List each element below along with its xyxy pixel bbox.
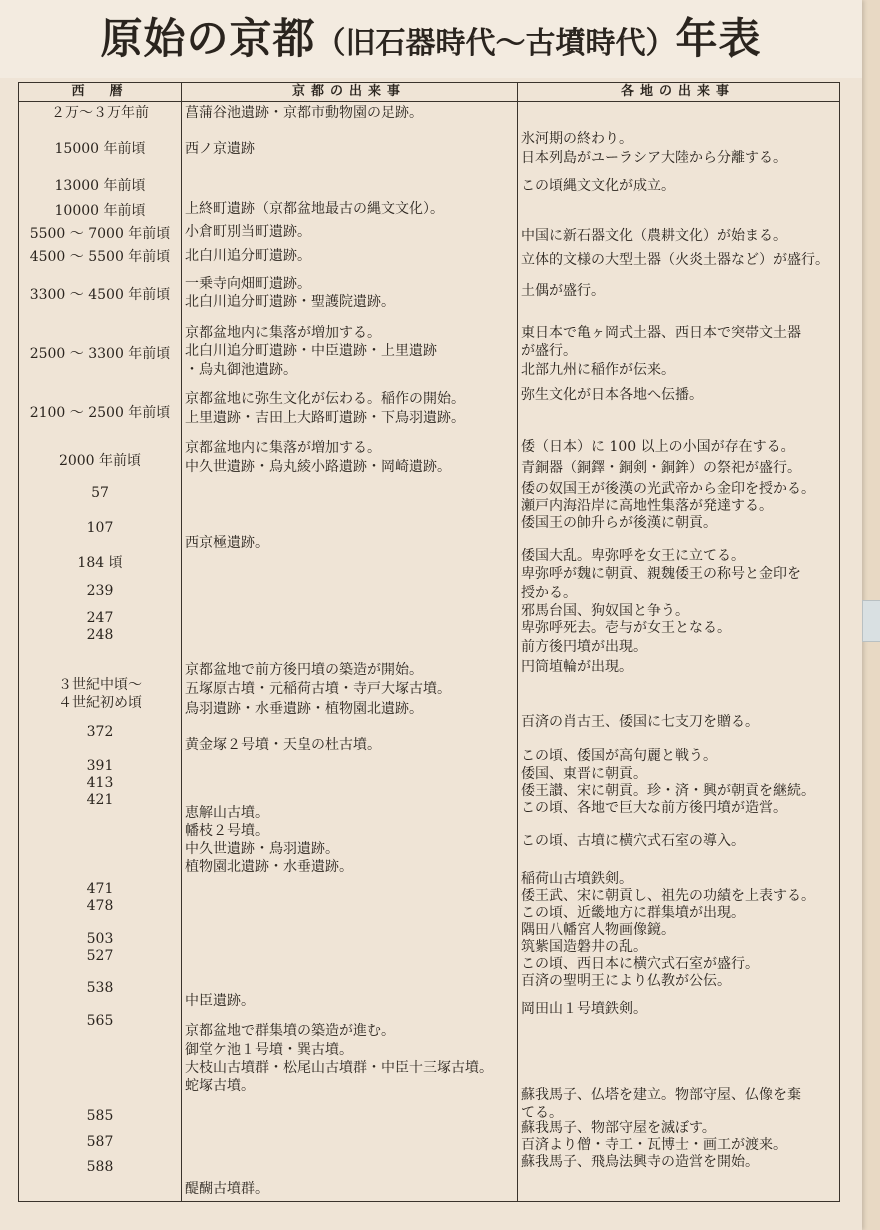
kyoto-event: 上里遺跡・吉田上大路町遺跡・下鳥羽遺跡。 — [185, 410, 465, 426]
kyoto-event: 中久世遺跡・鳥羽遺跡。 — [185, 841, 339, 857]
kyoto-event: 黄金塚２号墳・天皇の杜古墳。 — [185, 737, 381, 753]
year-cell: 587 — [86, 1134, 114, 1150]
column-divider — [181, 83, 182, 1201]
other-event: 授かる。 — [521, 585, 577, 601]
year-cell: 471 — [86, 881, 114, 897]
year-cell: 5500 ～ 7000 年前頃 — [29, 226, 171, 242]
kyoto-event: 京都盆地で前方後円墳の築造が開始。 — [185, 662, 423, 678]
year-cell: ３世紀中頃～ — [58, 677, 142, 693]
year-cell: 538 — [86, 980, 114, 996]
year-cell: 13000 年前頃 — [54, 178, 146, 194]
kyoto-event: 京都盆地に弥生文化が伝わる。稲作の開始。 — [185, 391, 465, 407]
other-event: 百済より僧・寺工・瓦博士・画工が渡来。 — [521, 1137, 787, 1153]
other-event: 倭王讃、宋に朝貢。珍・済・興が朝貢を継続。 — [521, 783, 815, 799]
other-event: 蘇我馬子、物部守屋を滅ぼす。 — [521, 1120, 716, 1136]
kyoto-event: 北白川追分町遺跡・聖護院遺跡。 — [185, 294, 395, 310]
kyoto-event: 中久世遺跡・烏丸綾小路遺跡・岡崎遺跡。 — [185, 459, 451, 475]
other-event: 倭王武、宋に朝貢し、祖先の功績を上表する。 — [521, 888, 815, 904]
other-event: この頃、倭国が高句麗と戦う。 — [521, 748, 717, 764]
other-event: 倭国大乱。卑弥呼を女王に立てる。 — [521, 548, 745, 564]
kyoto-event: 幡枝２号墳。 — [185, 823, 269, 839]
year-cell: 2100 ～ 2500 年前頃 — [29, 405, 171, 421]
year-cell: 10000 年前頃 — [54, 203, 146, 219]
kyoto-event: 醍醐古墳群。 — [185, 1181, 269, 1197]
header-kyoto-events: 京都の出来事 — [291, 84, 406, 99]
other-event: 隅田八幡宮人物画像鏡。 — [521, 922, 675, 938]
other-event: てる。 — [521, 1105, 563, 1121]
year-cell: 503 — [86, 931, 114, 947]
kyoto-event: ・烏丸御池遺跡。 — [185, 362, 297, 378]
kyoto-event: 菖蒲谷池遺跡・京都市動物園の足跡。 — [185, 105, 423, 121]
other-event: 瀬戸内海沿岸に高地性集落が発達する。 — [521, 498, 773, 514]
title-tail: 年表 — [675, 14, 762, 63]
other-event: 邪馬台国、狗奴国と争う。 — [521, 603, 689, 619]
year-cell: 421 — [86, 792, 114, 808]
year-cell: 2000 年前頃 — [58, 453, 142, 469]
other-event: 稲荷山古墳鉄剣。 — [521, 871, 633, 887]
year-cell: 239 — [86, 583, 114, 599]
other-event: 卑弥呼が魏に朝貢、親魏倭王の称号と金印を — [521, 566, 801, 582]
kyoto-event: 大枝山古墳群・松尾山古墳群・中臣十三塚古墳。 — [185, 1060, 493, 1076]
other-event: この頃、西日本に横穴式石室が盛行。 — [521, 956, 759, 972]
other-event: 百済の肖古王、倭国に七支刀を贈る。 — [521, 714, 759, 730]
other-event: 中国に新石器文化（農耕文化）が始まる。 — [521, 228, 787, 244]
kyoto-event: 御堂ケ池１号墳・巽古墳。 — [185, 1042, 353, 1058]
year-cell: 527 — [86, 948, 114, 964]
title-sub: （旧石器時代～古墳時代） — [315, 26, 676, 61]
other-event: 蘇我馬子、飛鳥法興寺の造営を開始。 — [521, 1154, 759, 1170]
year-cell: 413 — [86, 775, 114, 791]
other-event: 前方後円墳が出現。 — [521, 639, 647, 655]
timeline-table — [18, 82, 840, 1202]
kyoto-event: 京都盆地で群集墳の築造が進む。 — [185, 1023, 395, 1039]
kyoto-event: 北白川追分町遺跡。 — [185, 248, 311, 264]
kyoto-event: 五塚原古墳・元稲荷古墳・寺戸大塚古墳。 — [185, 681, 451, 697]
year-cell: 4500 ～ 5500 年前頃 — [29, 249, 171, 265]
other-event: 倭（日本）に 100 以上の小国が存在する。 — [521, 439, 795, 455]
other-event: が盛行。 — [521, 343, 577, 359]
other-event: 百済の聖明王により仏教が公伝。 — [521, 973, 731, 989]
year-cell: ４世紀初め頃 — [58, 695, 142, 711]
year-cell: 588 — [86, 1159, 114, 1175]
year-cell: 565 — [86, 1013, 114, 1029]
kyoto-event: 恵解山古墳。 — [185, 805, 269, 821]
header-year: 西 暦 — [71, 84, 129, 99]
other-event: 青銅器（銅鐸・銅剣・銅鉾）の祭祀が盛行。 — [521, 460, 801, 476]
other-event: 氷河期の終わり。 — [521, 131, 633, 147]
kyoto-event: 京都盆地内に集落が増加する。 — [185, 325, 381, 341]
other-event: 北部九州に稲作が伝来。 — [521, 362, 675, 378]
other-event: この頃縄文文化が成立。 — [521, 178, 675, 194]
year-cell: 107 — [86, 520, 114, 536]
other-event: 蘇我馬子、仏塔を建立。物部守屋、仏像を棄 — [521, 1087, 801, 1103]
other-event: 倭国、東晋に朝貢。 — [521, 766, 647, 782]
other-event: この頃、各地で巨大な前方後円墳が造営。 — [521, 800, 787, 816]
other-event: 筑紫国造磐井の乱。 — [521, 939, 647, 955]
kyoto-event: 小倉町別当町遺跡。 — [185, 224, 311, 240]
kyoto-event: 一乗寺向畑町遺跡。 — [185, 276, 311, 292]
kyoto-event: 西ノ京遺跡 — [185, 141, 255, 157]
kyoto-event: 中臣遺跡。 — [185, 993, 255, 1009]
other-event: 岡田山１号墳鉄剣。 — [521, 1001, 647, 1017]
kyoto-event: 北白川追分町遺跡・中臣遺跡・上里遺跡 — [185, 343, 437, 359]
column-divider — [517, 83, 518, 1201]
kyoto-event: 京都盆地内に集落が増加する。 — [185, 440, 381, 456]
year-cell: 585 — [86, 1108, 114, 1124]
other-event: この頃、近畿地方に群集墳が出現。 — [521, 905, 745, 921]
year-cell: 57 — [91, 485, 109, 501]
kyoto-event: 鳥羽遺跡・水垂遺跡・植物園北遺跡。 — [185, 701, 423, 717]
other-event: 立体的文様の大型土器（火炎土器など）が盛行。 — [521, 252, 829, 268]
other-event: この頃、古墳に横穴式石室の導入。 — [521, 833, 745, 849]
year-cell: 184 頃 — [77, 555, 123, 571]
kyoto-event: 上終町遺跡（京都盆地最古の縄文文化）。 — [185, 201, 444, 217]
year-cell: 247 — [86, 610, 114, 626]
wall-edge — [862, 600, 880, 642]
year-cell: 248 — [86, 627, 114, 643]
year-cell: ２万～３万年前 — [51, 105, 149, 121]
year-cell: 391 — [86, 758, 114, 774]
kyoto-event: 植物園北遺跡・水垂遺跡。 — [185, 859, 353, 875]
header-divider — [19, 101, 839, 102]
year-cell: 372 — [86, 724, 114, 740]
kyoto-event: 蛇塚古墳。 — [185, 1078, 255, 1094]
kyoto-event: 西京極遺跡。 — [185, 535, 269, 551]
title-main: 原始の京都 — [100, 14, 316, 63]
other-event: 倭の奴国王が後漢の光武帝から金印を授かる。 — [521, 481, 815, 497]
other-event: 弥生文化が日本各地へ伝播。 — [521, 387, 703, 403]
other-event: 日本列島がユーラシア大陸から分離する。 — [521, 150, 787, 166]
other-event: 土偶が盛行。 — [521, 283, 605, 299]
other-event: 倭国王の帥升らが後漢に朝貢。 — [521, 515, 717, 531]
year-cell: 478 — [86, 898, 114, 914]
year-cell: 2500 ～ 3300 年前頃 — [29, 346, 171, 362]
other-event: 円筒埴輪が出現。 — [521, 659, 633, 675]
header-other-events: 各地の出来事 — [620, 84, 735, 99]
page-title — [0, 6, 862, 72]
other-event: 東日本で亀ヶ岡式土器、西日本で突帯文土器 — [521, 325, 801, 341]
other-event: 卑弥呼死去。壱与が女王となる。 — [521, 620, 731, 636]
year-cell: 15000 年前頃 — [54, 141, 146, 157]
year-cell: 3300 ～ 4500 年前頃 — [29, 287, 171, 303]
